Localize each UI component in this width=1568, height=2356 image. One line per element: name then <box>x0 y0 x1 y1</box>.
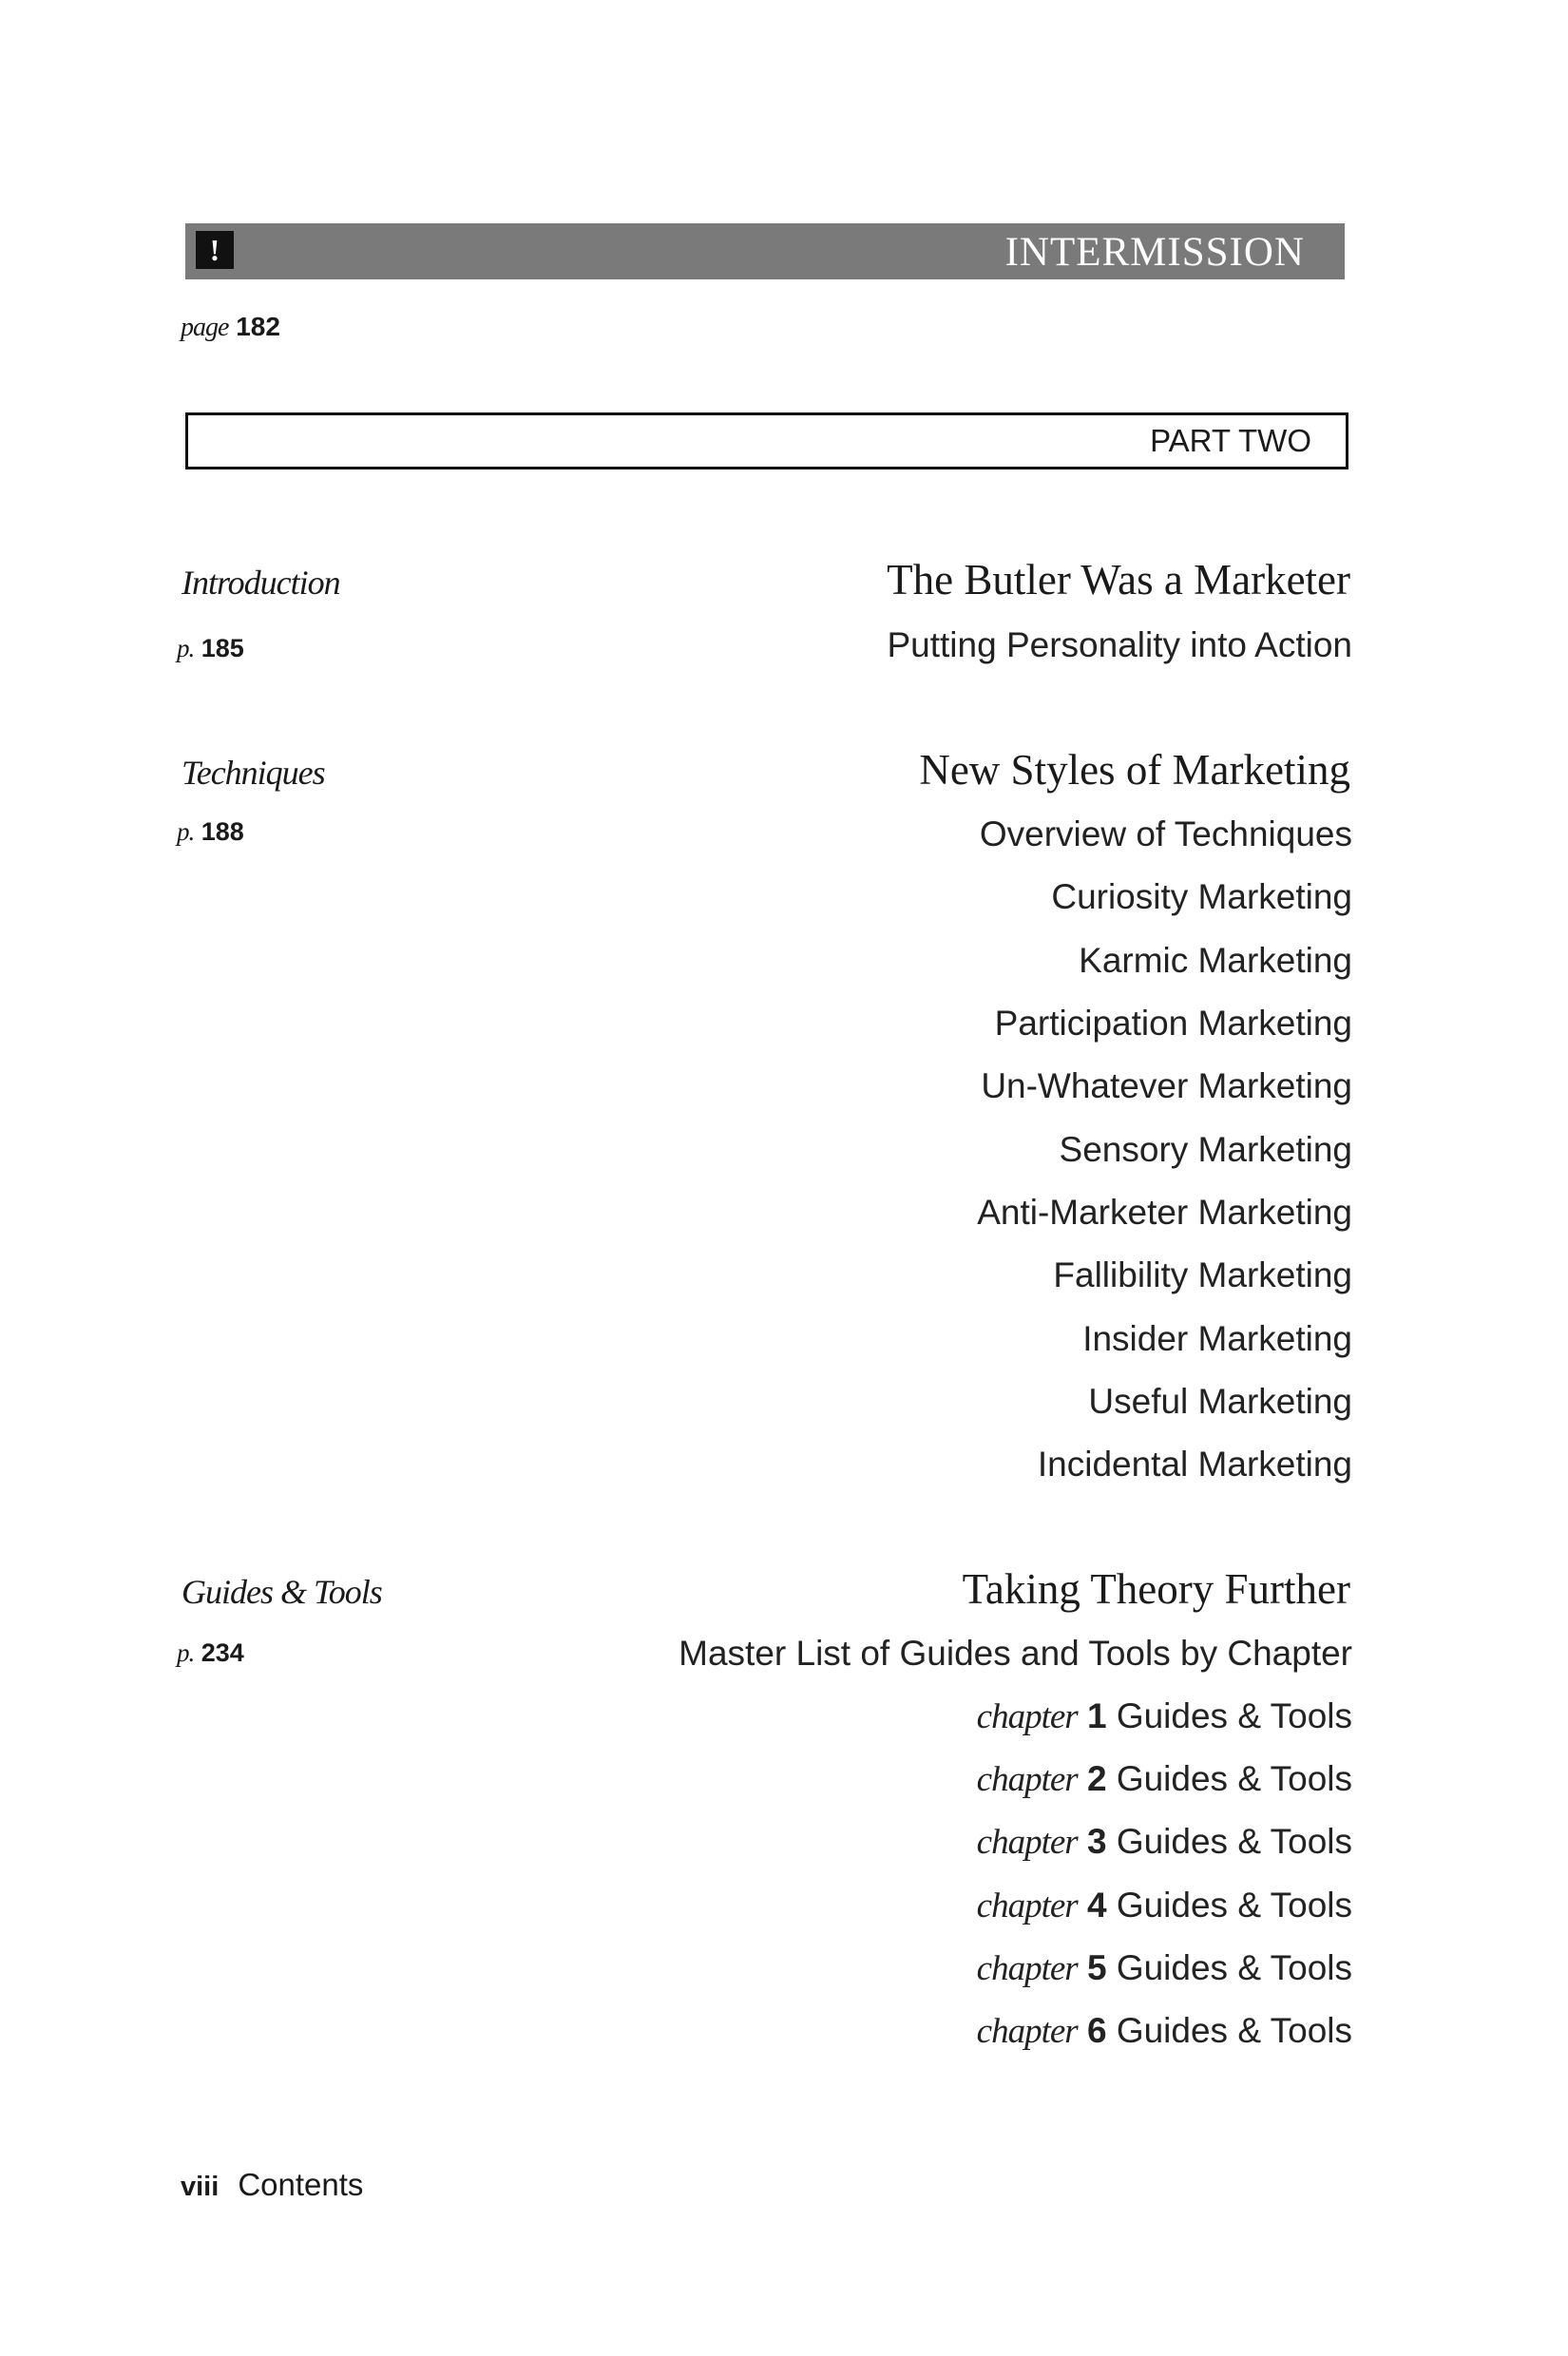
section-label-guides-tools: Guides & Tools <box>182 1573 382 1611</box>
toc-entry: Karmic Marketing <box>1079 941 1352 980</box>
toc-entry: Fallibility Marketing <box>1053 1255 1352 1294</box>
part-heading-box <box>185 412 1348 469</box>
part-title: PART TWO <box>1150 423 1311 458</box>
toc-entry: Anti-Marketer Marketing <box>977 1193 1352 1232</box>
footer-label: Contents <box>238 2167 364 2202</box>
toc-chapter-entry <box>977 1944 1352 1993</box>
toc-chapter-entry <box>977 1755 1352 1804</box>
toc-entry: Master List of Guides and Tools by Chapter <box>679 1634 1352 1673</box>
page-number: 234 <box>201 1638 244 1667</box>
chapter-word: chapter <box>976 1887 1078 1925</box>
toc-entry: Insider Marketing <box>1082 1319 1352 1358</box>
chapter-number: 3 <box>1086 1822 1107 1861</box>
chapter-word: chapter <box>976 1697 1078 1736</box>
toc-entry: Incidental Marketing <box>1037 1445 1352 1484</box>
chapter-number: 1 <box>1086 1696 1107 1735</box>
chapter-number: 2 <box>1086 1759 1107 1798</box>
page-footer <box>181 2164 363 2208</box>
section-label-techniques: Techniques <box>182 754 325 792</box>
section-label-introduction: Introduction <box>182 564 340 602</box>
intermission-page-ref <box>181 308 280 347</box>
toc-entry: Curiosity Marketing <box>1051 877 1352 916</box>
chapter-entry-text: Guides & Tools <box>1116 1948 1352 1987</box>
intermission-banner <box>185 223 1345 279</box>
section-title-guides-tools: Taking Theory Further <box>962 1565 1350 1613</box>
chapter-word: chapter <box>976 1949 1078 1988</box>
chapter-entry-text: Guides & Tools <box>1116 1822 1352 1861</box>
exclamation-icon: ! <box>196 231 234 269</box>
section-page-introduction <box>177 631 244 665</box>
toc-entry: Participation Marketing <box>994 1004 1352 1043</box>
page-prefix: p. <box>177 817 195 846</box>
toc-entry: Useful Marketing <box>1088 1382 1352 1421</box>
page-prefix: p. <box>177 1638 195 1667</box>
toc-chapter-entry <box>977 2007 1352 2056</box>
section-title-techniques: New Styles of Marketing <box>919 746 1350 794</box>
toc-chapter-entry <box>977 1818 1352 1867</box>
chapter-entry-text: Guides & Tools <box>1116 1759 1352 1798</box>
chapter-entry-text: Guides & Tools <box>1116 1886 1352 1925</box>
chapter-number: 5 <box>1086 1948 1107 1987</box>
chapter-number: 4 <box>1086 1886 1107 1925</box>
toc-chapter-entry <box>977 1693 1352 1741</box>
folio-number: viii <box>181 2172 220 2202</box>
toc-chapter-entry <box>977 1882 1352 1930</box>
chapter-word: chapter <box>976 1760 1078 1799</box>
page-number: 185 <box>201 634 244 662</box>
section-page-guides-tools <box>177 1636 244 1670</box>
intermission-title: INTERMISSION <box>1004 230 1305 275</box>
chapter-entry-text: Guides & Tools <box>1116 1696 1352 1735</box>
chapter-number: 6 <box>1086 2011 1107 2050</box>
chapter-word: chapter <box>976 1823 1078 1862</box>
toc-entry: Overview of Techniques <box>979 814 1352 853</box>
page-number: 188 <box>201 817 244 846</box>
toc-entry: Un-Whatever Marketing <box>981 1066 1352 1105</box>
page-ref-label: page <box>181 313 229 342</box>
section-page-techniques <box>177 814 244 849</box>
chapter-entry-text: Guides & Tools <box>1116 2011 1352 2050</box>
chapter-word: chapter <box>976 2012 1078 2051</box>
section-title-introduction: The Butler Was a Marketer <box>887 556 1350 603</box>
page-ref-number: 182 <box>236 312 280 341</box>
toc-entry: Sensory Marketing <box>1059 1130 1352 1169</box>
page-prefix: p. <box>177 634 195 662</box>
toc-entry: Putting Personality into Action <box>887 625 1352 664</box>
